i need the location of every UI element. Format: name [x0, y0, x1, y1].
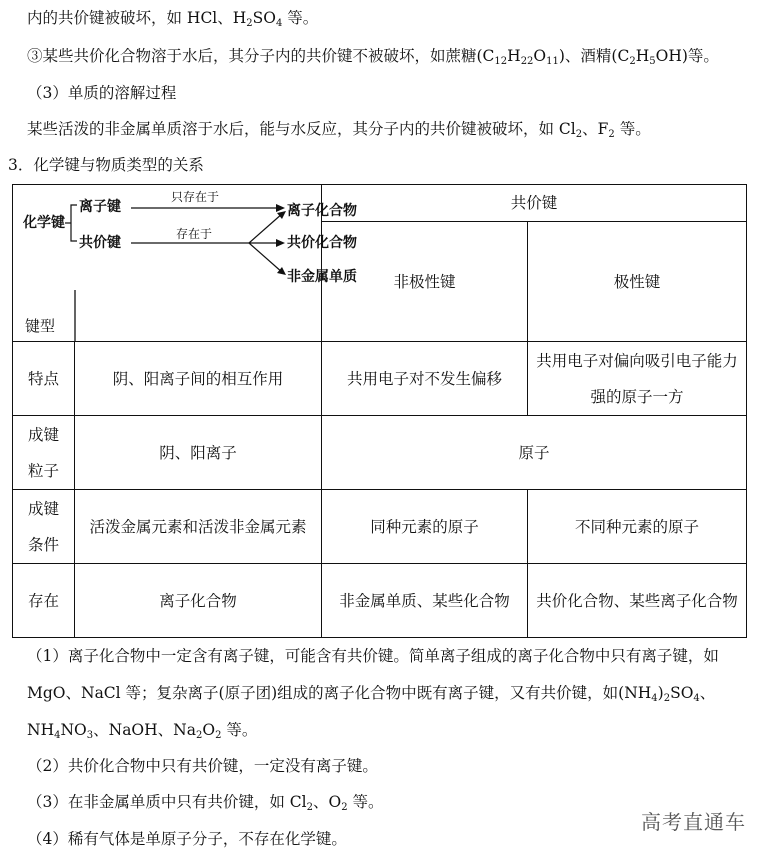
note-1b: MgO、NaCl 等；复杂离子(原子团)组成的离子化合物中既有离子键，又有共价键，如$(NH_4)_2SO_4$、: [27, 684, 716, 704]
diagram-arrows: [13, 185, 322, 341]
chemical-bond-label: 化学键: [23, 215, 65, 231]
ionic-particles: 阴、阳离子: [75, 416, 322, 490]
nonmetal-element-label: 非金属单质: [287, 269, 357, 285]
polar-existence: 共价化合物、某些离子化合物: [528, 564, 747, 638]
ionic-feature: 阴、阳离子间的相互作用: [75, 342, 322, 416]
note-3: （3）在非金属单质中只有共价键，如 $Cl_2$、$O_2$ 等。: [27, 793, 384, 813]
row-label-existence: 存在: [13, 564, 75, 638]
nonpolar-header: 非极性键: [322, 222, 528, 342]
diagram-cell: [13, 185, 357, 342]
row-label-feature: 特点: [13, 342, 75, 416]
note-1a: （1）离子化合物中一定含有离子键，可能含有共价键。简单离子组成的离子化合物中只有离子键，如: [27, 647, 719, 665]
only-in-label: 只存在于: [171, 190, 220, 204]
ionic-existence: 离子化合物: [75, 564, 322, 638]
note-2: （2）共价化合物中只有共价键，一定没有离子键。: [27, 757, 378, 775]
covalent-particles: 原子: [322, 416, 747, 490]
covalent-header: 共价键: [322, 185, 747, 222]
covalent-compound-label: 共价化合物: [287, 235, 357, 251]
row-label-particles: 成键粒子: [13, 416, 75, 490]
bond-diagram: [13, 185, 357, 341]
polar-feature: 共用电子对偏向吸引电子能力强的原子一方: [528, 342, 747, 416]
section-heading: 3．化学键与物质类型的关系: [8, 156, 204, 174]
intro-line-4: 某些活泼的非金属单质溶于水后，能与水反应，其分子内的共价键被破坏，如 $Cl_2$、$F_2$ 等。: [27, 120, 651, 140]
row-label-conditions: 成键条件: [13, 490, 75, 564]
branch-to-ionic-compound: [249, 213, 283, 243]
bond-type-table: [12, 184, 747, 638]
arrowhead-icon: [276, 204, 285, 212]
polar-header: 极性键: [528, 222, 747, 342]
intro-line-2: ③某些共价化合物溶于水后，其分子内的共价键不被破坏，如蔗糖$(C_{12}H_{22}O_{11})$、酒精$(C_2H_5OH)$等。: [27, 47, 719, 67]
section-3-title: （3）单质的溶解过程: [27, 84, 177, 102]
intro-line-1: 内的共价键被破坏，如 HCl、$H_2SO_4$ 等。: [27, 9, 319, 29]
nonpolar-feature: 共用电子对不发生偏移: [322, 342, 528, 416]
arrowhead-icon: [276, 239, 285, 247]
covalent-bond-label: 共价键: [79, 235, 121, 251]
nonpolar-conditions: 同种元素的原子: [322, 490, 528, 564]
note-1c: $NH_4NO_3$、NaOH、$Na_2O_2$ 等。: [27, 721, 258, 741]
note-4: （4）稀有气体是单原子分子，不存在化学键。: [27, 830, 347, 848]
bracket: [71, 205, 77, 241]
branch-to-nonmetal: [249, 243, 283, 273]
key-type-label: 键型: [25, 317, 56, 335]
watermark: 高考直通车: [641, 810, 746, 834]
ionic-conditions: 活泼金属元素和活泼非金属元素: [75, 490, 322, 564]
nonpolar-existence: 非金属单质、某些化合物: [322, 564, 528, 638]
ionic-bond-label: 离子键: [79, 199, 121, 215]
ionic-compound-label: 离子化合物: [287, 203, 357, 219]
exists-in-label: 存在于: [176, 227, 213, 241]
polar-conditions: 不同种元素的原子: [528, 490, 747, 564]
